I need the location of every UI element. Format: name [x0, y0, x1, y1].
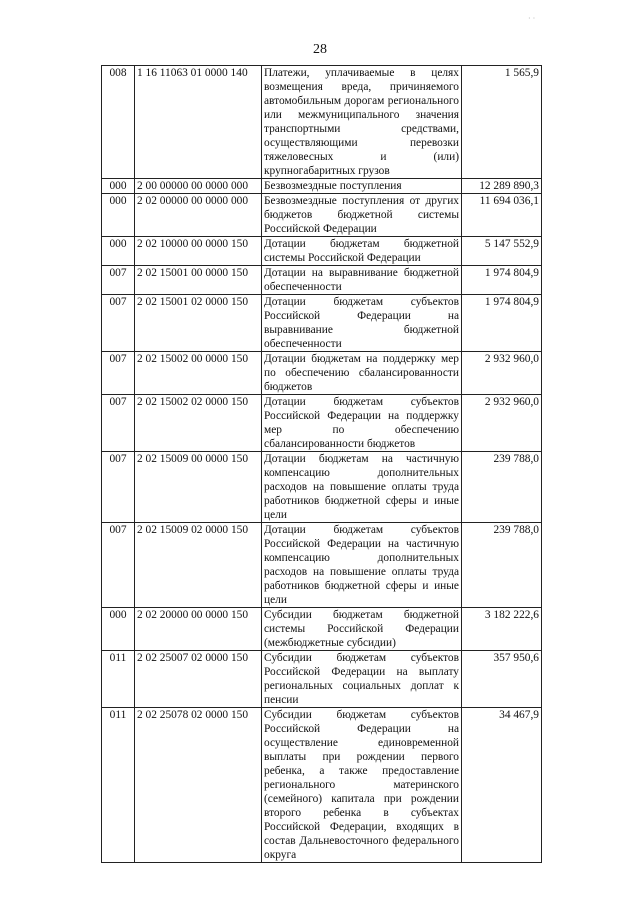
table-row [102, 352, 542, 395]
budget-code-cell: 2 02 10000 00 0000 150 [135, 237, 262, 266]
admin-code-cell: 008 [102, 66, 135, 179]
revenue-name-cell: Дотации бюджетам на частичную компенсацию дополнительных расходов на повышение оплаты труда работников бюджетной сферы и иные цели [262, 452, 462, 523]
revenue-name-cell: Субсидии бюджетам субъектов Российской Федерации на осуществление единовременной выплаты при рождении первого ребенка, а также предоставление регионального материнского (семейного) капитала при рождении второго ребенка в субъектах Российской Федерации, входящих в состав Дальневосточного федерального округа [262, 708, 462, 863]
budget-code-cell: 2 02 15001 00 0000 150 [135, 266, 262, 295]
budget-code-cell: 1 16 11063 01 0000 140 [135, 66, 262, 179]
table-row [102, 395, 542, 452]
revenue-name-cell: Дотации бюджетам субъектов Российской Федерации на поддержку мер по обеспечению сбалансированности бюджетов [262, 395, 462, 452]
revenue-name-cell: Дотации бюджетам на поддержку мер по обеспечению сбалансированности бюджетов [262, 352, 462, 395]
budget-code-cell: 2 02 15009 02 0000 150 [135, 523, 262, 608]
revenue-name-cell: Дотации бюджетам субъектов Российской Федерации на выравнивание бюджетной обеспеченности [262, 295, 462, 352]
amount-cell: 239 788,0 [462, 523, 542, 608]
revenue-name-cell: Субсидии бюджетам бюджетной системы Российской Федерации (межбюджетные субсидии) [262, 608, 462, 651]
revenue-table [101, 65, 542, 863]
admin-code-cell: 007 [102, 266, 135, 295]
budget-code-cell: 2 02 15002 00 0000 150 [135, 352, 262, 395]
admin-code-cell: 007 [102, 523, 135, 608]
budget-code-cell: 2 02 00000 00 0000 000 [135, 194, 262, 237]
table-row [102, 179, 542, 194]
admin-code-cell: 011 [102, 651, 135, 708]
revenue-name-cell: Дотации на выравнивание бюджетной обеспеченности [262, 266, 462, 295]
revenue-name-cell: Дотации бюджетам субъектов Российской Федерации на частичную компенсацию дополнительных расходов на повышение оплаты труда работников бюджетной сферы и иные цели [262, 523, 462, 608]
table-row [102, 708, 542, 863]
amount-cell: 239 788,0 [462, 452, 542, 523]
amount-cell: 34 467,9 [462, 708, 542, 863]
admin-code-cell: 000 [102, 237, 135, 266]
budget-code-cell: 2 02 25078 02 0000 150 [135, 708, 262, 863]
table-row [102, 66, 542, 179]
admin-code-cell: 007 [102, 295, 135, 352]
budget-code-cell: 2 00 00000 00 0000 000 [135, 179, 262, 194]
table-row [102, 194, 542, 237]
admin-code-cell: 007 [102, 395, 135, 452]
budget-code-cell: 2 02 25007 02 0000 150 [135, 651, 262, 708]
amount-cell: 2 932 960,0 [462, 395, 542, 452]
table-row [102, 608, 542, 651]
amount-cell: 3 182 222,6 [462, 608, 542, 651]
revenue-name-cell: Безвозмездные поступления от других бюджетов бюджетной системы Российской Федерации [262, 194, 462, 237]
table-row [102, 295, 542, 352]
amount-cell: 12 289 890,3 [462, 179, 542, 194]
table-row [102, 237, 542, 266]
admin-code-cell: 011 [102, 708, 135, 863]
budget-code-cell: 2 02 15002 02 0000 150 [135, 395, 262, 452]
revenue-name-cell: Безвозмездные поступления [262, 179, 462, 194]
amount-cell: 1 565,9 [462, 66, 542, 179]
admin-code-cell: 000 [102, 194, 135, 237]
table-row [102, 452, 542, 523]
table-row [102, 651, 542, 708]
amount-cell: 357 950,6 [462, 651, 542, 708]
admin-code-cell: 007 [102, 452, 135, 523]
budget-code-cell: 2 02 15009 00 0000 150 [135, 452, 262, 523]
scan-speck: · · [528, 14, 536, 23]
amount-cell: 2 932 960,0 [462, 352, 542, 395]
amount-cell: 1 974 804,9 [462, 295, 542, 352]
admin-code-cell: 007 [102, 352, 135, 395]
budget-code-cell: 2 02 15001 02 0000 150 [135, 295, 262, 352]
amount-cell: 11 694 036,1 [462, 194, 542, 237]
revenue-name-cell: Субсидии бюджетам субъектов Российской Федерации на выплату региональных социальных доплат к пенсии [262, 651, 462, 708]
admin-code-cell: 000 [102, 179, 135, 194]
amount-cell: 5 147 552,9 [462, 237, 542, 266]
revenue-name-cell: Платежи, уплачиваемые в целях возмещения вреда, причиняемого автомобильным дорогам регионального или межмуниципального значения транспортными средствами, осуществляющими перевозки тяжеловесных и (или) крупногабаритных грузов [262, 66, 462, 179]
amount-cell: 1 974 804,9 [462, 266, 542, 295]
revenue-name-cell: Дотации бюджетам бюджетной системы Российской Федерации [262, 237, 462, 266]
budget-code-cell: 2 02 20000 00 0000 150 [135, 608, 262, 651]
table-row [102, 523, 542, 608]
table-row [102, 266, 542, 295]
admin-code-cell: 000 [102, 608, 135, 651]
page-number: 28 [313, 42, 327, 57]
